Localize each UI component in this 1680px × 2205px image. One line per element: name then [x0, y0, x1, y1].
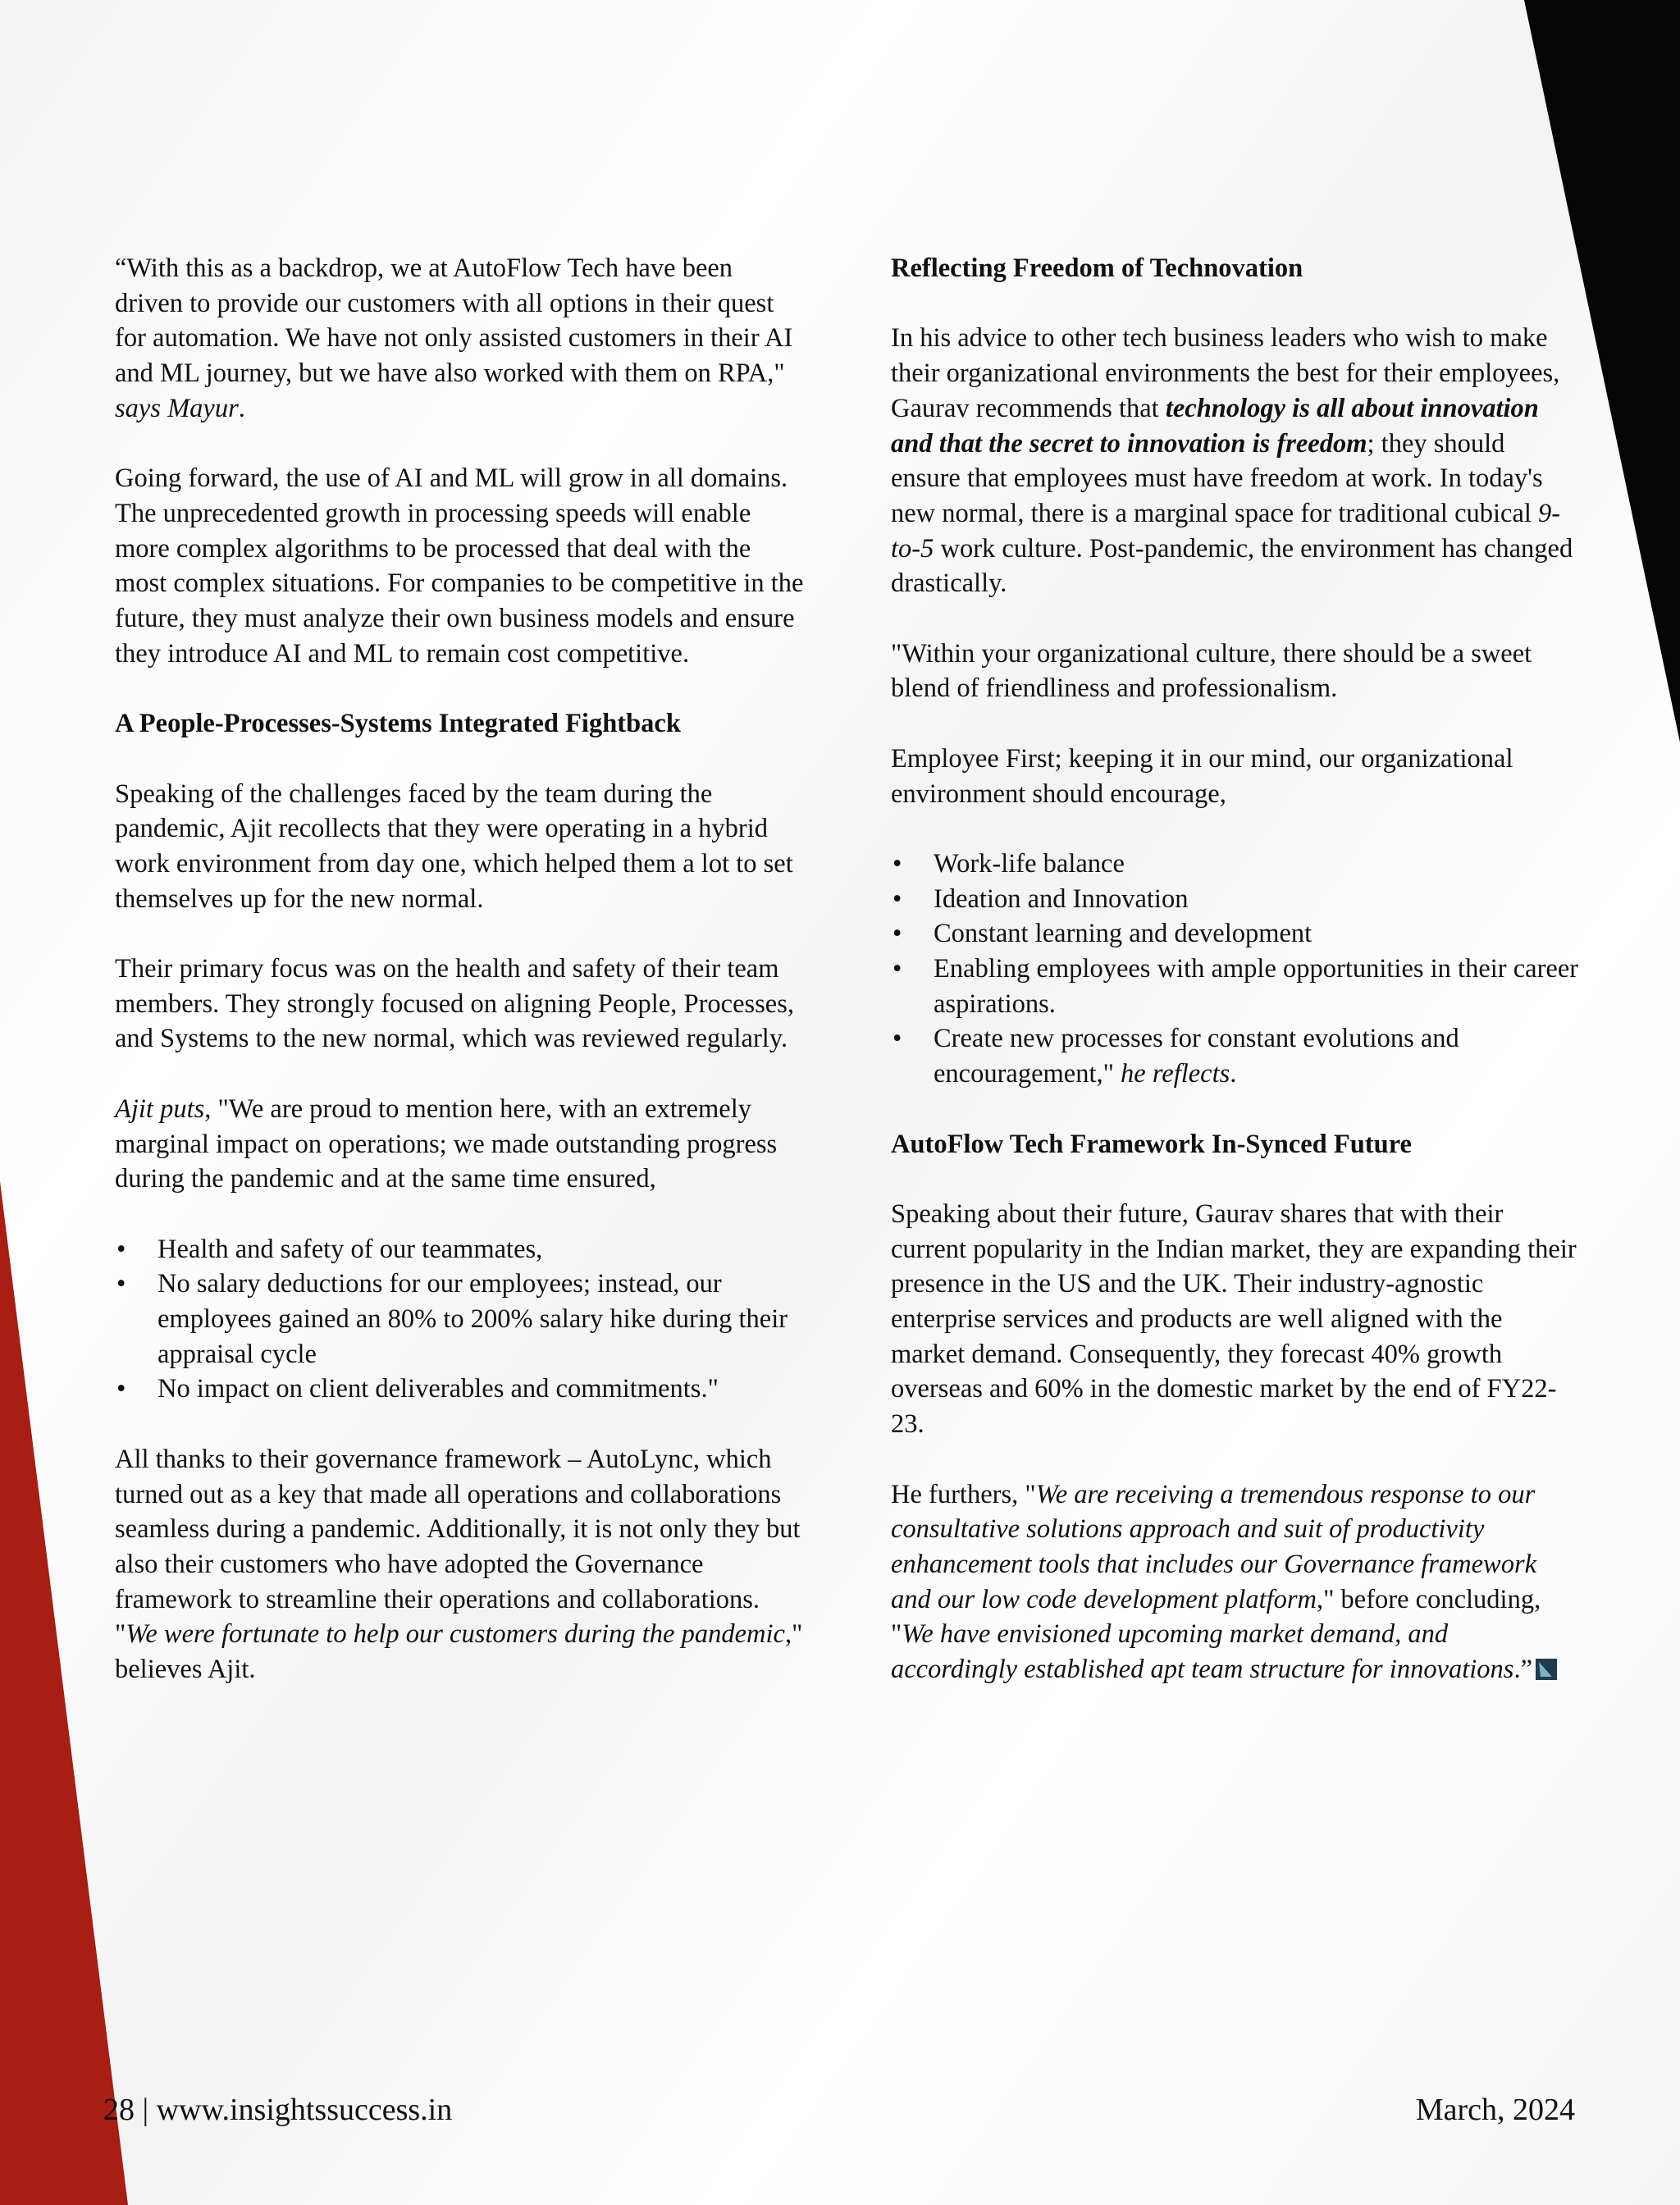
closing-paragraph: He furthers, "We are receiving a tremendous response to our consultative solutions approach and suit of productivity enhancement tools that includes our Governance framework and our low code development platform," before concluding, "We have envisioned upcoming market demand, and accordingly established apt team structure for innovations.”: [891, 1477, 1580, 1687]
challenges-paragraph: Speaking of the challenges faced by the team during the pandemic, Ajit recollects that they were operating in a hybrid work environment from day one, which helped them a lot to set themselves up for the new normal.: [115, 778, 793, 914]
ajit-quote-paragraph: Ajit puts, "We are proud to mention here, with an extremely marginal impact on operations; we made outstanding progress during the pandemic and at the same time ensured,: [115, 1093, 778, 1194]
left-column: [115, 251, 804, 1722]
section-heading-future: AutoFlow Tech Framework In-Synced Future: [891, 1129, 1412, 1159]
ensured-list: [115, 1232, 804, 1408]
footer-page-site: 28 | www.insightssuccess.in: [103, 2093, 453, 2127]
encourage-list: [891, 847, 1580, 1092]
red-corner-band: [0, 1181, 128, 2205]
list-item: • No salary deductions for our employees; instead, our employees gained an 80% to 200% salary hike during their appraisal cycle: [115, 1267, 804, 1372]
employee-first-paragraph: Employee First; keeping it in our mind, our organizational environment should encourage,: [891, 743, 1513, 809]
advice-paragraph: In his advice to other tech business leaders who wish to make their organizational environments the best for their employees, Gaurav recommends that technology is all about innovation and that the secret to innovation is freedom; they should ensure that employees must have freedom at work. In today's new normal, there is a marginal space for traditional cubical 9-to-5 work culture. Post-pandemic, the environment has changed drastically.: [891, 323, 1573, 599]
list-item: • Work-life balance: [891, 847, 1580, 882]
list-item: • Constant learning and development: [891, 916, 1580, 952]
future-paragraph: Speaking about their future, Gaurav shares that with their current popularity in the Indian market, they are expanding their presence in the US and the UK. Their industry-agnostic enterprise services and products are well aligned with the market demand. Consequently, they forecast 40% growth overseas and 60% in the domestic market by the end of FY22-23.: [891, 1198, 1577, 1440]
governance-paragraph: All thanks to their governance framework – AutoLync, which turned out as a key that made all operations and collaborations seamless during a pandemic. Additionally, it is not only they but also their customers who have adopted the Governance framework to streamline their operations and collaborations. "We were fortunate to help our customers during the pandemic," believes Ajit.: [115, 1444, 803, 1685]
focus-paragraph: Their primary focus was on the health and safety of their team members. They strongly focused on aligning People, Processes, and Systems to the new normal, which was reviewed regularly.: [115, 954, 795, 1054]
section-heading-fightback: A People-Processes-Systems Integrated Fightback: [115, 709, 681, 739]
list-item: • Ideation and Innovation: [891, 882, 1580, 917]
list-item: • No impact on client deliverables and commitments.": [115, 1372, 804, 1407]
list-item: • Health and safety of our teammates,: [115, 1232, 804, 1267]
footer-date: March, 2024: [1415, 2093, 1575, 2127]
list-item: • Create new processes for constant evolutions and encouragement," he reflects.: [891, 1021, 1580, 1091]
list-item: • Enabling employees with ample opportunities in their career aspirations.: [891, 952, 1580, 1021]
culture-paragraph: "Within your organizational culture, there should be a sweet blend of friendliness and professionalism.: [891, 638, 1532, 704]
section-heading-technovation: Reflecting Freedom of Technovation: [891, 253, 1303, 283]
end-of-article-icon: [1536, 1659, 1557, 1680]
quote-paragraph: “With this as a backdrop, we at AutoFlow Tech have been driven to provide our customers with all options in their quest for automation. We have not only assisted customers in their AI and ML journey, but we have also worked with them on RPA," says Mayur.: [115, 253, 793, 423]
right-column: [891, 251, 1580, 1722]
ai-ml-paragraph: Going forward, the use of AI and ML will grow in all domains. The unprecedented growth in processing speeds will enable more complex algorithms to be processed that deal with the most complex situations. For companies to be competitive in the future, they must analyze their own business models and ensure they introduce AI and ML to remain cost competitive.: [115, 463, 804, 669]
